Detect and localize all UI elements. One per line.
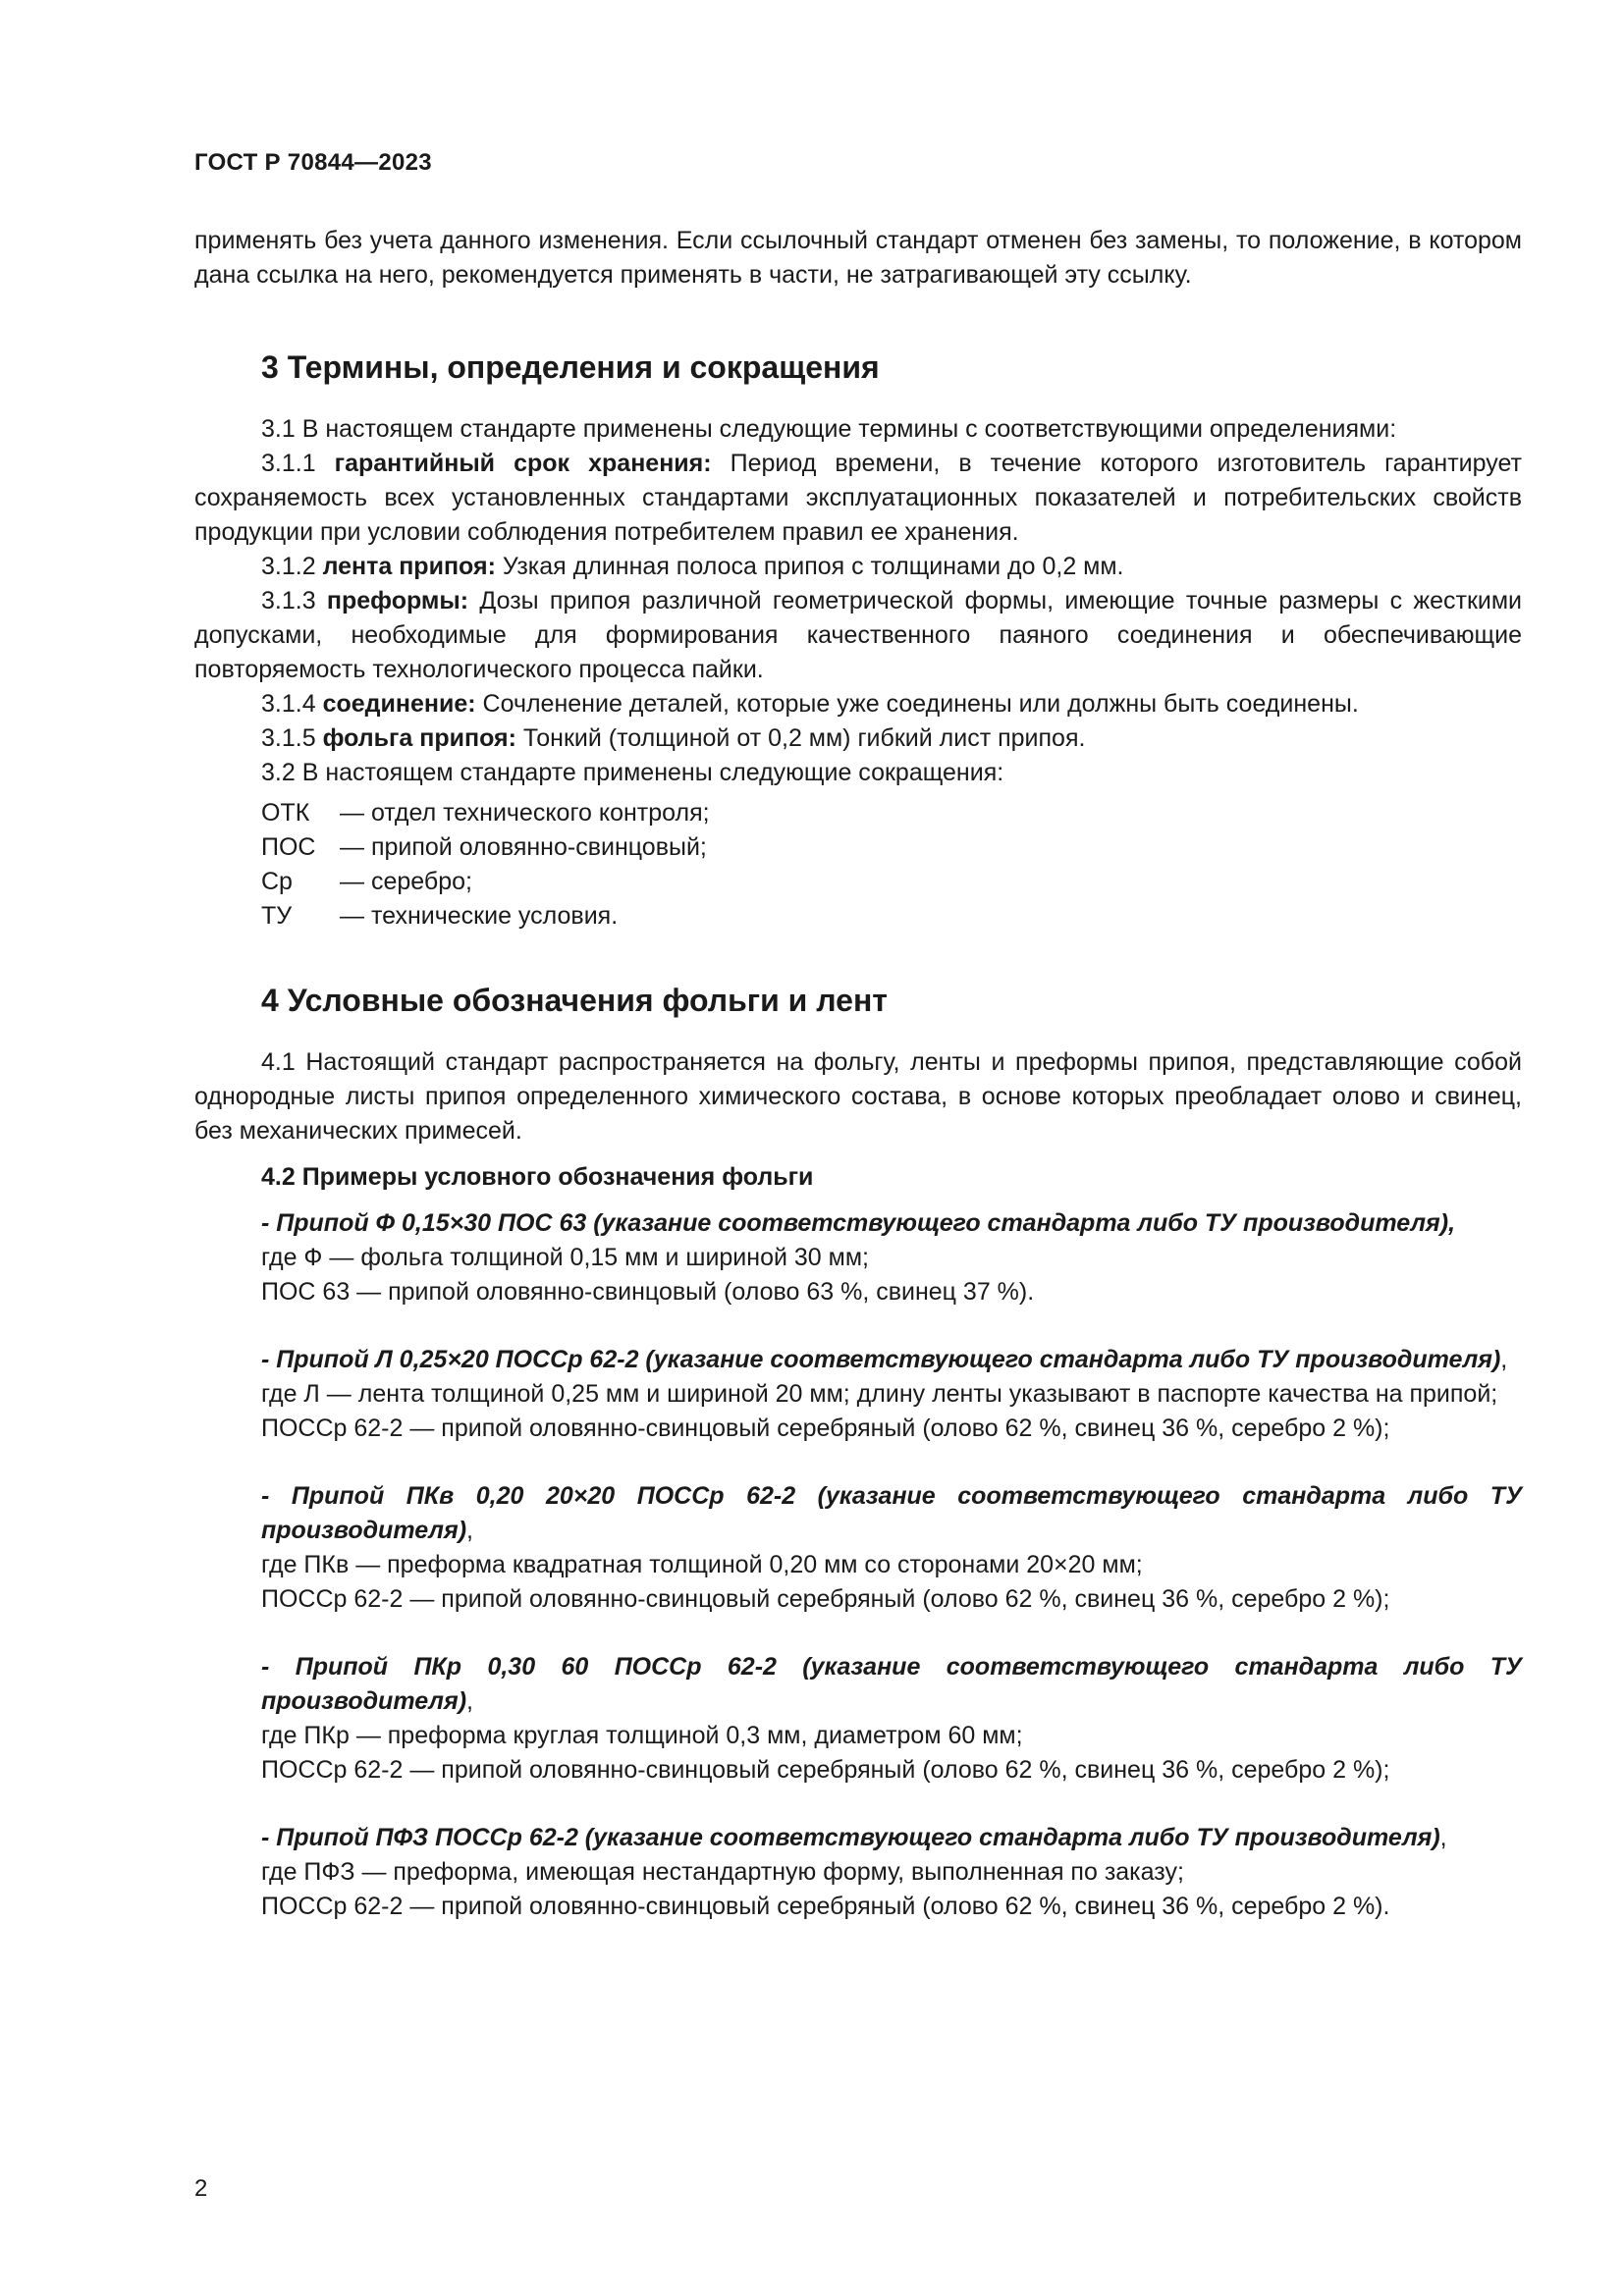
paragraph-4-2: 4.2 Примеры условного обозначения фольги: [261, 1163, 814, 1191]
term-3-1-3: [194, 584, 1522, 687]
section-4-heading: 4 Условные обозначения фольги и лент: [261, 983, 888, 1018]
term-number: 3.1.5: [261, 724, 323, 752]
page-number: 2: [194, 2175, 208, 2202]
example-line: где Ф — фольга толщиной 0,15 мм и шириной 30 мм;: [261, 1244, 869, 1271]
abbreviation-key: ОТК: [261, 799, 310, 827]
example-line: ПОССр 62-2 — припой оловянно-свинцовый серебряный (олово 62 %, свинец 36 %, серебро 2 %);: [261, 1415, 1390, 1442]
term-number: 3.1.1: [261, 450, 335, 477]
abbreviation-value: — серебро;: [340, 868, 472, 895]
term-definition: Узкая длинная полоса припоя с толщинами до 0,2 мм.: [495, 553, 1124, 580]
section-4-body: [194, 1045, 1522, 1924]
abbreviation-item: [261, 899, 1522, 934]
document-id-header: ГОСТ Р 70844—2023: [194, 149, 432, 176]
section-3-body: [194, 412, 1522, 934]
example-line: ПОССр 62-2 — припой оловянно-свинцовый серебряный (олово 62 %, свинец 36 %, серебро 2 %);: [261, 1756, 1390, 1784]
term-3-1-2: [194, 550, 1522, 584]
example-line: ПОССр 62-2 — припой оловянно-свинцовый серебряный (олово 62 %, свинец 36 %, серебро 2 %);: [261, 1585, 1390, 1613]
example-line: где ПФЗ — преформа, имеющая нестандартную форму, выполненная по заказу;: [261, 1858, 1184, 1886]
example-line: ПОС 63 — припой оловянно-свинцовый (олово 63 %, свинец 37 %).: [261, 1278, 1035, 1306]
example-3: [194, 1479, 1522, 1617]
term-number: 3.1.3: [261, 587, 327, 614]
example-title: - Припой ПКр 0,30 60 ПОССр 62-2 (указание соответствующего стандарта либо ТУ производителя),: [261, 1653, 1522, 1715]
term-definition: Сочленение деталей, которые уже соединены или должны быть соединены.: [475, 690, 1359, 718]
term-definition: Период времени, в течение которого изготовитель гарантирует сохраняемость всех установленных стандартами эксплуатационных показателей и потребительских свойств продукции при условии соблюдения потребителем правил ее хранения.: [194, 450, 1522, 546]
abbreviation-item: [261, 830, 1522, 865]
paragraph-3-2: 3.2 В настоящем стандарте применены следующие сокращения:: [261, 759, 1004, 786]
abbreviation-key: Ср: [261, 868, 293, 895]
paragraph-4-1: 4.1 Настоящий стандарт распространяется на фольгу, ленты и преформы припоя, представляющие собой однородные листы припоя определенного химического состава, в основе которых преобладает олово и свинец, без механических примесей.: [194, 1048, 1522, 1145]
abbreviation-item: [261, 865, 1522, 899]
abbreviation-value: — отдел технического контроля;: [340, 799, 710, 827]
abbreviation-key: ПОС: [261, 833, 316, 861]
abbreviation-key: ТУ: [261, 902, 293, 930]
example-2: [194, 1343, 1522, 1446]
abbreviation-item: [261, 796, 1522, 830]
section-3-heading: 3 Термины, определения и сокращения: [261, 349, 880, 385]
term-3-1-4: [194, 687, 1522, 721]
intro-paragraph: применять без учета данного изменения. Если ссылочный стандарт отменен без замены, то положение, в котором дана ссылка на него, рекомендуется применять в части, не затрагивающей эту ссылку.: [194, 227, 1522, 289]
term-name: гарантийный срок хранения:: [334, 450, 712, 477]
example-line: ПОССр 62-2 — припой оловянно-свинцовый серебряный (олово 62 %, свинец 36 %, серебро 2 %).: [261, 1893, 1390, 1920]
term-definition: Тонкий (толщиной от 0,2 мм) гибкий лист припоя.: [515, 724, 1086, 752]
abbreviations-list: [194, 796, 1522, 934]
term-3-1-5: [194, 721, 1522, 756]
example-line: где ПКр — преформа круглая толщиной 0,3 мм, диаметром 60 мм;: [261, 1722, 1023, 1749]
term-name: соединение:: [322, 690, 476, 718]
example-line: где ПКв — преформа квадратная толщиной 0,20 мм со сторонами 20×20 мм;: [261, 1551, 1143, 1578]
paragraph-3-1: 3.1 В настоящем стандарте применены следующие термины с соответствующими определениями:: [261, 415, 1397, 443]
term-name: преформы:: [326, 587, 469, 614]
abbreviation-value: — припой оловянно-свинцовый;: [340, 833, 707, 861]
abbreviation-value: — технические условия.: [340, 902, 619, 930]
term-name: лента припоя:: [322, 553, 496, 580]
example-title: - Припой ПКв 0,20 20×20 ПОССр 62-2 (указание соответствующего стандарта либо ТУ производителя),: [261, 1482, 1522, 1544]
term-name: фольга припоя:: [322, 724, 516, 752]
term-number: 3.1.4: [261, 690, 323, 718]
term-3-1-1: [194, 447, 1522, 550]
example-5: [194, 1821, 1522, 1924]
term-number: 3.1.2: [261, 553, 323, 580]
term-definition: Дозы припоя различной геометрической формы, имеющие точные размеры с жесткими допусками, необходимые для формирования качественного паяного соединения и обеспечивающие повторяемость технологического процесса пайки.: [194, 587, 1522, 683]
example-1: [194, 1206, 1522, 1309]
example-4: [194, 1650, 1522, 1788]
example-title: - Припой Л 0,25×20 ПОССр 62-2 (указание соответствующего стандарта либо ТУ производителя),: [261, 1346, 1508, 1373]
example-line: где Л — лента толщиной 0,25 мм и шириной 20 мм; длину ленты указывают в паспорте качества на припой;: [261, 1380, 1498, 1408]
example-title: - Припой ПФЗ ПОССр 62-2 (указание соответствующего стандарта либо ТУ производителя),: [261, 1824, 1447, 1851]
example-title: - Припой Ф 0,15×30 ПОС 63 (указание соответствующего стандарта либо ТУ производителя),: [261, 1209, 1456, 1237]
